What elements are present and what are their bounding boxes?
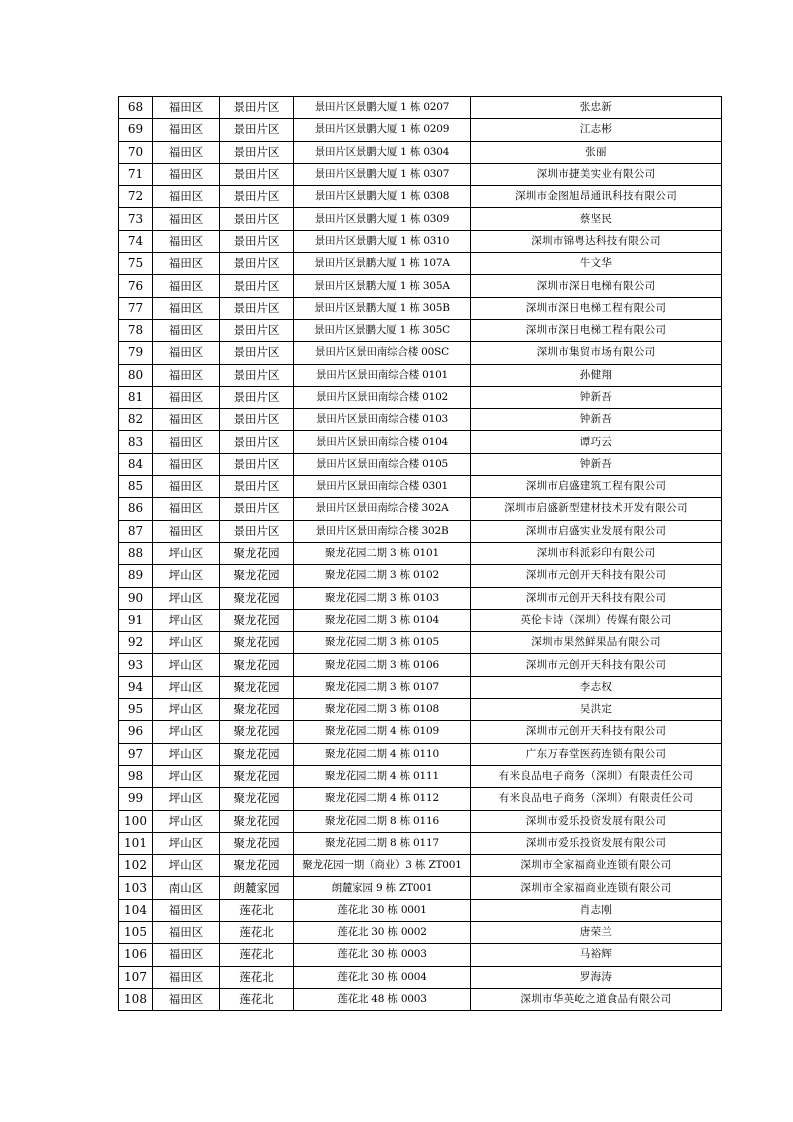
table-row [119, 743, 722, 765]
address-cell: 聚龙花园二期 3 栋 0102 [294, 565, 471, 587]
row-number: 94 [119, 676, 153, 698]
area-cell: 聚龙花园 [220, 721, 294, 743]
district-cell: 坪山区 [153, 810, 220, 832]
owner-cell: 深圳市华英屹之道食品有限公司 [471, 988, 722, 1010]
owner-cell: 深圳市全家福商业连锁有限公司 [471, 855, 722, 877]
area-cell: 聚龙花园 [220, 743, 294, 765]
area-cell: 景田片区 [220, 476, 294, 498]
table-row [119, 141, 722, 163]
area-cell: 朗麓家园 [220, 877, 294, 899]
area-cell: 景田片区 [220, 386, 294, 408]
table-row [119, 319, 722, 341]
area-cell: 景田片区 [220, 253, 294, 275]
address-cell: 莲花北 30 栋 0003 [294, 944, 471, 966]
district-cell: 福田区 [153, 319, 220, 341]
row-number: 95 [119, 699, 153, 721]
table-row [119, 97, 722, 119]
district-cell: 福田区 [153, 453, 220, 475]
area-cell: 景田片区 [220, 186, 294, 208]
area-cell: 景田片区 [220, 498, 294, 520]
owner-cell: 深圳市深日电梯有限公司 [471, 275, 722, 297]
address-cell: 景田片区景田南综合楼 302A [294, 498, 471, 520]
table-row [119, 676, 722, 698]
address-cell: 聚龙花园二期 3 栋 0103 [294, 587, 471, 609]
area-cell: 景田片区 [220, 297, 294, 319]
address-cell: 聚龙花园二期 3 栋 0104 [294, 609, 471, 631]
table-row [119, 186, 722, 208]
owner-cell: 谭巧云 [471, 431, 722, 453]
owner-cell: 张忠新 [471, 97, 722, 119]
district-cell: 坪山区 [153, 832, 220, 854]
district-cell: 坪山区 [153, 765, 220, 787]
row-number: 86 [119, 498, 153, 520]
district-cell: 福田区 [153, 208, 220, 230]
district-cell: 福田区 [153, 899, 220, 921]
row-number: 99 [119, 788, 153, 810]
address-cell: 景田片区景鹏大厦 1 栋 305A [294, 275, 471, 297]
area-cell: 景田片区 [220, 319, 294, 341]
owner-cell: 英伦卡诗（深圳）传媒有限公司 [471, 609, 722, 631]
row-number: 91 [119, 609, 153, 631]
owner-cell: 深圳市科派彩印有限公司 [471, 542, 722, 564]
owner-cell: 孙健翔 [471, 364, 722, 386]
owner-cell: 蔡坚民 [471, 208, 722, 230]
row-number: 74 [119, 230, 153, 252]
area-cell: 聚龙花园 [220, 587, 294, 609]
row-number: 92 [119, 632, 153, 654]
row-number: 96 [119, 721, 153, 743]
row-number: 77 [119, 297, 153, 319]
address-cell: 聚龙花园一期（商业）3 栋 ZT001 [294, 855, 471, 877]
address-cell: 聚龙花园二期 3 栋 0101 [294, 542, 471, 564]
row-number: 82 [119, 409, 153, 431]
owner-cell: 深圳市元创开天科技有限公司 [471, 721, 722, 743]
area-cell: 莲花北 [220, 921, 294, 943]
row-number: 98 [119, 765, 153, 787]
address-cell: 景田片区景鹏大厦 1 栋 0307 [294, 163, 471, 185]
area-cell: 聚龙花园 [220, 832, 294, 854]
address-cell: 聚龙花园二期 3 栋 0107 [294, 676, 471, 698]
address-cell: 聚龙花园二期 4 栋 0112 [294, 788, 471, 810]
owner-cell: 深圳市元创开天科技有限公司 [471, 565, 722, 587]
table-row [119, 364, 722, 386]
table-row [119, 632, 722, 654]
area-cell: 景田片区 [220, 520, 294, 542]
address-cell: 景田片区景鹏大厦 1 栋 0209 [294, 119, 471, 141]
district-cell: 坪山区 [153, 855, 220, 877]
owner-cell: 唐荣兰 [471, 921, 722, 943]
table-row [119, 587, 722, 609]
address-cell: 聚龙花园二期 3 栋 0106 [294, 654, 471, 676]
area-cell: 莲花北 [220, 944, 294, 966]
owner-cell: 张丽 [471, 141, 722, 163]
address-cell: 聚龙花园二期 3 栋 0105 [294, 632, 471, 654]
area-cell: 景田片区 [220, 409, 294, 431]
district-cell: 福田区 [153, 431, 220, 453]
district-cell: 福田区 [153, 966, 220, 988]
address-cell: 莲花北 30 栋 0001 [294, 899, 471, 921]
address-cell: 聚龙花园二期 4 栋 0110 [294, 743, 471, 765]
area-cell: 景田片区 [220, 275, 294, 297]
owner-cell: 深圳市金图旭昂通讯科技有限公司 [471, 186, 722, 208]
table-row [119, 609, 722, 631]
row-number: 101 [119, 832, 153, 854]
address-cell: 景田片区景田南综合楼 0103 [294, 409, 471, 431]
district-cell: 坪山区 [153, 699, 220, 721]
district-cell: 坪山区 [153, 788, 220, 810]
address-cell: 聚龙花园二期 3 栋 0108 [294, 699, 471, 721]
row-number: 76 [119, 275, 153, 297]
area-cell: 聚龙花园 [220, 765, 294, 787]
table-row [119, 119, 722, 141]
owner-cell: 罗海涛 [471, 966, 722, 988]
table-row [119, 253, 722, 275]
table-row [119, 855, 722, 877]
district-cell: 福田区 [153, 409, 220, 431]
table-row [119, 230, 722, 252]
table-row [119, 988, 722, 1010]
district-cell: 坪山区 [153, 632, 220, 654]
row-number: 70 [119, 141, 153, 163]
district-cell: 坪山区 [153, 743, 220, 765]
table-row [119, 208, 722, 230]
row-number: 89 [119, 565, 153, 587]
table-row [119, 832, 722, 854]
address-cell: 莲花北 30 栋 0004 [294, 966, 471, 988]
row-number: 106 [119, 944, 153, 966]
owner-cell: 深圳市锦粤达科技有限公司 [471, 230, 722, 252]
district-cell: 福田区 [153, 921, 220, 943]
district-cell: 福田区 [153, 97, 220, 119]
area-cell: 景田片区 [220, 230, 294, 252]
address-cell: 景田片区景鹏大厦 1 栋 0207 [294, 97, 471, 119]
area-cell: 聚龙花园 [220, 699, 294, 721]
district-cell: 福田区 [153, 498, 220, 520]
row-number: 107 [119, 966, 153, 988]
owner-cell: 钟新吾 [471, 453, 722, 475]
owner-cell: 江志彬 [471, 119, 722, 141]
district-cell: 福田区 [153, 520, 220, 542]
owner-cell: 牛文华 [471, 253, 722, 275]
address-cell: 莲花北 48 栋 0003 [294, 988, 471, 1010]
row-number: 85 [119, 476, 153, 498]
address-cell: 景田片区景鹏大厦 1 栋 0308 [294, 186, 471, 208]
district-cell: 福田区 [153, 944, 220, 966]
area-cell: 莲花北 [220, 899, 294, 921]
table-row [119, 498, 722, 520]
table-row [119, 297, 722, 319]
owner-cell: 深圳市元创开天科技有限公司 [471, 587, 722, 609]
row-number: 83 [119, 431, 153, 453]
table-row [119, 921, 722, 943]
area-cell: 聚龙花园 [220, 565, 294, 587]
area-cell: 莲花北 [220, 966, 294, 988]
table-row [119, 520, 722, 542]
owner-cell: 有米良品电子商务（深圳）有限责任公司 [471, 788, 722, 810]
area-cell: 聚龙花园 [220, 810, 294, 832]
area-cell: 聚龙花园 [220, 632, 294, 654]
area-cell: 聚龙花园 [220, 609, 294, 631]
district-cell: 福田区 [153, 186, 220, 208]
district-cell: 坪山区 [153, 676, 220, 698]
table-row [119, 966, 722, 988]
row-number: 87 [119, 520, 153, 542]
owner-cell: 深圳市果然鲜果品有限公司 [471, 632, 722, 654]
area-cell: 景田片区 [220, 163, 294, 185]
table-row [119, 476, 722, 498]
table-row [119, 699, 722, 721]
owner-cell: 深圳市深日电梯工程有限公司 [471, 297, 722, 319]
table-row [119, 899, 722, 921]
table-row [119, 409, 722, 431]
area-cell: 莲花北 [220, 988, 294, 1010]
address-cell: 景田片区景鹏大厦 1 栋 0309 [294, 208, 471, 230]
district-cell: 坪山区 [153, 609, 220, 631]
owner-cell: 钟新吾 [471, 386, 722, 408]
area-cell: 聚龙花园 [220, 542, 294, 564]
table-row [119, 810, 722, 832]
area-cell: 景田片区 [220, 119, 294, 141]
owner-cell: 深圳市启盛新型建材技术开发有限公司 [471, 498, 722, 520]
row-number: 97 [119, 743, 153, 765]
address-cell: 景田片区景田南综合楼 0301 [294, 476, 471, 498]
owner-cell: 钟新吾 [471, 409, 722, 431]
address-cell: 景田片区景鹏大厦 1 栋 305C [294, 319, 471, 341]
district-cell: 坪山区 [153, 565, 220, 587]
row-number: 71 [119, 163, 153, 185]
row-number: 103 [119, 877, 153, 899]
address-cell: 景田片区景田南综合楼 0101 [294, 364, 471, 386]
address-cell: 景田片区景鹏大厦 1 栋 107A [294, 253, 471, 275]
address-cell: 景田片区景田南综合楼 302B [294, 520, 471, 542]
district-cell: 福田区 [153, 342, 220, 364]
area-cell: 聚龙花园 [220, 676, 294, 698]
area-cell: 景田片区 [220, 453, 294, 475]
district-cell: 福田区 [153, 163, 220, 185]
row-number: 73 [119, 208, 153, 230]
row-number: 102 [119, 855, 153, 877]
row-number: 88 [119, 542, 153, 564]
owner-cell: 深圳市爱乐投资发展有限公司 [471, 832, 722, 854]
district-cell: 南山区 [153, 877, 220, 899]
owner-cell: 深圳市集贸市场有限公司 [471, 342, 722, 364]
area-cell: 景田片区 [220, 141, 294, 163]
address-cell: 景田片区景鹏大厦 1 栋 305B [294, 297, 471, 319]
area-cell: 聚龙花园 [220, 654, 294, 676]
row-number: 75 [119, 253, 153, 275]
area-cell: 景田片区 [220, 342, 294, 364]
district-cell: 福田区 [153, 275, 220, 297]
address-cell: 景田片区景鹏大厦 1 栋 0310 [294, 230, 471, 252]
district-cell: 福田区 [153, 386, 220, 408]
row-number: 69 [119, 119, 153, 141]
owner-cell: 有米良品电子商务（深圳）有限责任公司 [471, 765, 722, 787]
area-cell: 聚龙花园 [220, 855, 294, 877]
owner-cell: 深圳市爱乐投资发展有限公司 [471, 810, 722, 832]
address-cell: 景田片区景田南综合楼 0102 [294, 386, 471, 408]
district-cell: 福田区 [153, 364, 220, 386]
table-row [119, 275, 722, 297]
table-row [119, 386, 722, 408]
area-cell: 聚龙花园 [220, 788, 294, 810]
district-cell: 坪山区 [153, 654, 220, 676]
row-number: 90 [119, 587, 153, 609]
district-cell: 福田区 [153, 476, 220, 498]
table-row [119, 765, 722, 787]
district-cell: 福田区 [153, 988, 220, 1010]
table-row [119, 542, 722, 564]
area-cell: 景田片区 [220, 431, 294, 453]
owner-cell: 深圳市全家福商业连锁有限公司 [471, 877, 722, 899]
district-cell: 福田区 [153, 253, 220, 275]
district-cell: 坪山区 [153, 721, 220, 743]
address-cell: 景田片区景田南综合楼 00SC [294, 342, 471, 364]
row-number: 81 [119, 386, 153, 408]
address-cell: 聚龙花园二期 4 栋 0111 [294, 765, 471, 787]
table-row [119, 565, 722, 587]
address-cell: 聚龙花园二期 8 栋 0116 [294, 810, 471, 832]
address-cell: 莲花北 30 栋 0002 [294, 921, 471, 943]
row-number: 80 [119, 364, 153, 386]
owner-cell: 吴洪定 [471, 699, 722, 721]
records-table-body [119, 97, 722, 1011]
row-number: 84 [119, 453, 153, 475]
row-number: 72 [119, 186, 153, 208]
table-row [119, 342, 722, 364]
owner-cell: 肖志刚 [471, 899, 722, 921]
row-number: 78 [119, 319, 153, 341]
address-cell: 景田片区景田南综合楼 0104 [294, 431, 471, 453]
district-cell: 福田区 [153, 141, 220, 163]
area-cell: 景田片区 [220, 97, 294, 119]
district-cell: 坪山区 [153, 542, 220, 564]
table-row [119, 453, 722, 475]
district-cell: 福田区 [153, 119, 220, 141]
owner-cell: 马裕辉 [471, 944, 722, 966]
area-cell: 景田片区 [220, 364, 294, 386]
table-row [119, 944, 722, 966]
table-row [119, 877, 722, 899]
owner-cell: 李志权 [471, 676, 722, 698]
table-row [119, 721, 722, 743]
district-cell: 坪山区 [153, 587, 220, 609]
owner-cell: 深圳市深日电梯工程有限公司 [471, 319, 722, 341]
table-row [119, 788, 722, 810]
address-cell: 朗麓家园 9 栋 ZT001 [294, 877, 471, 899]
address-cell: 聚龙花园二期 4 栋 0109 [294, 721, 471, 743]
address-cell: 景田片区景鹏大厦 1 栋 0304 [294, 141, 471, 163]
district-cell: 福田区 [153, 230, 220, 252]
row-number: 108 [119, 988, 153, 1010]
row-number: 79 [119, 342, 153, 364]
row-number: 105 [119, 921, 153, 943]
owner-cell: 深圳市元创开天科技有限公司 [471, 654, 722, 676]
address-cell: 景田片区景田南综合楼 0105 [294, 453, 471, 475]
owner-cell: 深圳市启盛建筑工程有限公司 [471, 476, 722, 498]
row-number: 68 [119, 97, 153, 119]
owner-cell: 广东万春堂医药连锁有限公司 [471, 743, 722, 765]
row-number: 104 [119, 899, 153, 921]
area-cell: 景田片区 [220, 208, 294, 230]
row-number: 93 [119, 654, 153, 676]
district-cell: 福田区 [153, 297, 220, 319]
records-table [118, 96, 722, 1011]
owner-cell: 深圳市捷美实业有限公司 [471, 163, 722, 185]
owner-cell: 深圳市启盛实业发展有限公司 [471, 520, 722, 542]
table-row [119, 163, 722, 185]
row-number: 100 [119, 810, 153, 832]
table-row [119, 431, 722, 453]
table-row [119, 654, 722, 676]
address-cell: 聚龙花园二期 8 栋 0117 [294, 832, 471, 854]
